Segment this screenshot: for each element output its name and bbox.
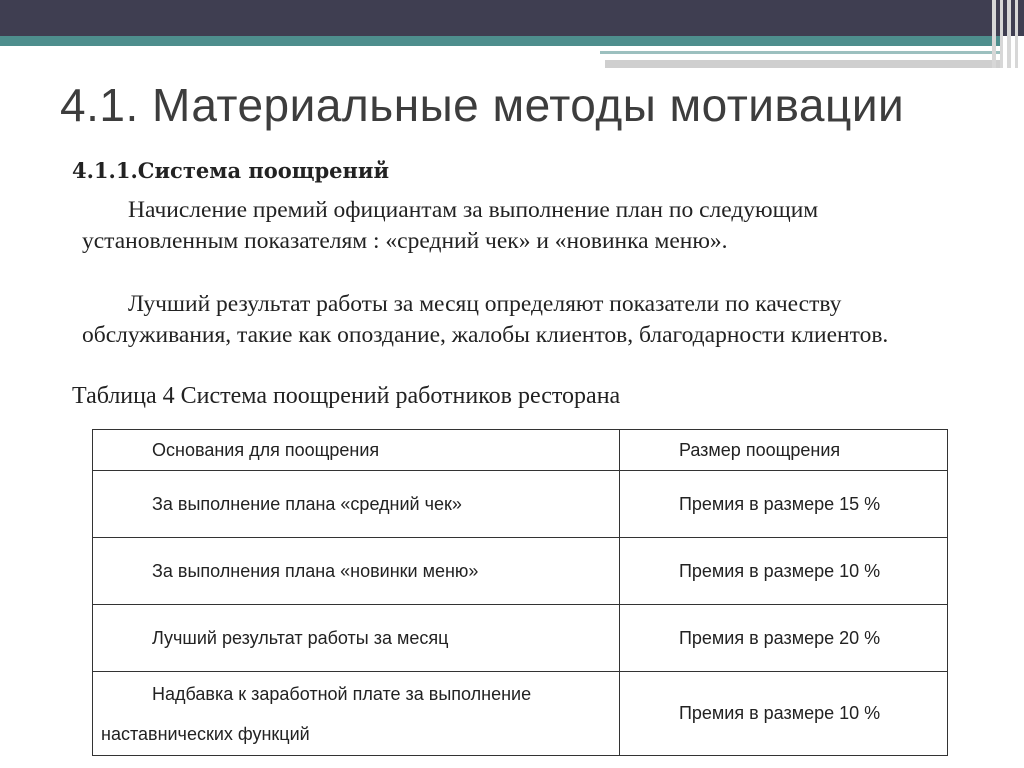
table-row <box>93 672 948 756</box>
slide-title: 4.1. Материальные методы мотивации <box>60 79 905 131</box>
decorative-stripe <box>992 0 996 68</box>
table-cell <box>93 538 620 605</box>
header-basis: Основания для поощрения <box>152 439 380 460</box>
table-row <box>93 605 948 672</box>
rewards-table <box>92 429 948 756</box>
table-row <box>93 471 948 538</box>
table-cell <box>619 672 947 756</box>
header-reward: Размер поощрения <box>678 439 841 460</box>
row-reward: Премия в размере 10 % <box>678 703 881 723</box>
row-reward: Премия в размере 15 % <box>678 493 881 514</box>
table-cell <box>93 605 620 672</box>
row-basis: За выполнения плана «новинки меню» <box>152 560 479 581</box>
paragraph-best-result: Лучший результат работы за месяц определяют показатели по качеству обслуживания, такие как опоздание, жалобы клиентов, благодарности клиентов. <box>82 291 889 348</box>
decorative-stripe <box>1007 0 1011 68</box>
row-reward: Премия в размере 20 % <box>678 627 881 648</box>
table-cell <box>619 605 947 672</box>
row-basis: За выполнение плана «средний чек» <box>152 493 462 514</box>
section-subheading: 4.1.1.Система поощрений <box>72 158 390 183</box>
row-basis: Надбавка к заработной плате за выполнение наставнических функций <box>101 683 532 744</box>
table-header-row <box>93 430 948 471</box>
accent-line <box>0 36 1000 46</box>
table-header-cell <box>93 430 620 471</box>
decorative-bar <box>605 60 1000 68</box>
table-cell <box>93 471 620 538</box>
table-cell <box>619 471 947 538</box>
table-cell <box>93 672 620 756</box>
decorative-stripe <box>1000 0 1003 68</box>
table-cell <box>619 538 947 605</box>
row-basis: Лучший результат работы за месяц <box>152 627 449 648</box>
table-header-cell <box>619 430 947 471</box>
table-caption: Таблица 4 Система поощрений работников ресторана <box>72 383 621 409</box>
accent-line-thin <box>600 51 1000 54</box>
header-band <box>0 0 1024 36</box>
paragraph-bonuses: Начисление премий официантам за выполнение план по следующим установленным показателям : «средний чек» и «новинка меню». <box>82 197 819 254</box>
row-reward: Премия в размере 10 % <box>678 560 881 581</box>
decorative-stripe <box>1015 0 1018 68</box>
table-row <box>93 538 948 605</box>
